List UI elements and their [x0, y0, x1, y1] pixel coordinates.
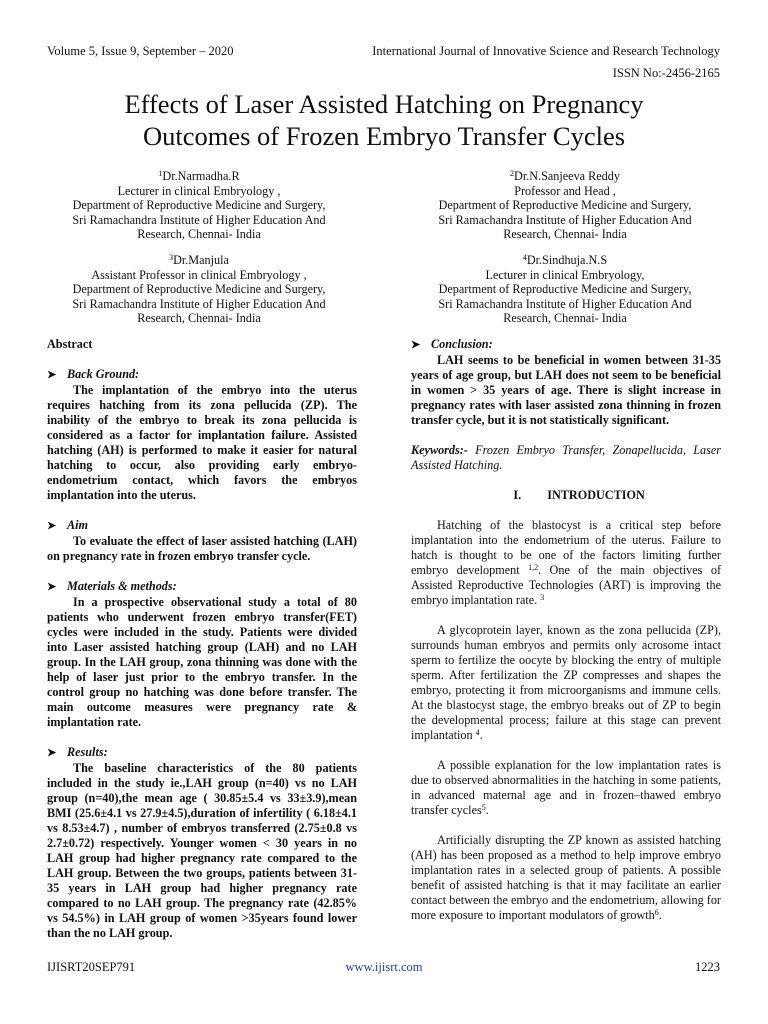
arrow-bullet-icon: ➤ — [411, 339, 421, 351]
intro-paragraph-1: Hatching of the blastocyst is a critical step before implantation into the endometrium of the uterus. Failure to hatch is thought to be one of the factors limiting further embryo development $^{1,2}$. One of the main objectives of Assisted Reproductive Technologies (ART) is improving the embryo implantation rate. $^3$ — [411, 518, 722, 607]
citation: 4 — [475, 728, 480, 737]
arrow-bullet-icon: ➤ — [47, 747, 57, 759]
title-line-1: Effects of Laser Assisted Hatching on Pregnancy — [124, 89, 644, 119]
author-role: Lecturer in clinical Embryology , — [117, 183, 281, 198]
results-text: The baseline characteristics of the 80 patients included in the study ie.,LAH group (n=40) vs no LAH group (n=40),the mean age ( 30.85±5.4 vs 33±3.9),mean BMI (25.6±4.1 vs 27.9±4.5),duration of infertility ( 6.18±4.1 vs 8.53±4.7) , number of embryos transferred (2.75±0.8 vs 2.7±0.72) respectively. Younger women < 30 years in no LAH group had higher pregnancy rate compared to the LAH group. Between the two groups, patients between 31-35 years in LAH group had higher pregnancy rate compared to no LAH group. The pregnancy rate (42.85% vs 54.5%) in LAH group of women >35years found lower than the no LAH group. — [47, 761, 357, 940]
volume-issue: Volume 5, Issue 9, September – 2020 — [47, 44, 234, 58]
keywords-text: Frozen Embryo Transfer, Zonapellucida, Laser Assisted Hatching. — [411, 443, 721, 472]
intro-paragraph-4: Artificially disrupting the ZP known as assisted hatching (AH) has been proposed as a method to help improve embryo implantation rates in a selected group of patients. A possible benefit of assisted hatching is that it may facilitate an earlier contact between the embryo and the endometrium, allowing for more exposure to important modulators of growth$^6$. — [411, 833, 721, 922]
keywords-label: Keywords:- — [411, 443, 468, 457]
background-text: The implantation of the embryo into the uterus requires hatching from its zona pellucida (ZP). The inability of the embryo to break its zona pellucida is considered as a factor for implantation failure. Assisted hatching (AH) is performed to make it easier for natural hatching to occur, also providing early embryo-endometrium contact, which favors the embryos implantation into the uterus. — [47, 383, 357, 502]
author-inst: Sri Ramachandra Institute of Higher Education And — [72, 296, 326, 311]
results-heading: ➤ Results: — [47, 745, 108, 759]
citation: 5 — [481, 803, 486, 812]
author-role: Professor and Head , — [514, 183, 616, 198]
methods-text: In a prospective observational study a total of 80 patients who underwent frozen embryo transfer(FET) cycles were included in the study. Patients were divided into Laser assisted hatching group (LAH) and no LAH group. In the LAH group, zona thinning was done with the help of laser just prior to the embryo transfer. In the control group no hatching was done before transfer. The main outcome measures were pregnancy rate & implantation rate. — [47, 595, 357, 729]
author-name: Dr.Narmadha.R — [162, 169, 240, 183]
left-column — [47, 337, 357, 956]
page-number: 1223 — [695, 960, 720, 974]
arrow-bullet-icon: ➤ — [47, 581, 57, 593]
author-place: Research, Chennai- India — [503, 311, 627, 326]
keywords — [411, 443, 721, 473]
issn: ISSN No:-2456-2165 — [612, 66, 720, 80]
author-3: $^3$Dr.Manjula Assistant Professor in clinical Embryology , Department of Reproductive Medicine and Surgery, Sri Ramachandra Institute of Higher Education And Research, Chennai- India — [40, 253, 358, 326]
citation: 3 — [540, 593, 545, 602]
author-name: Dr.Sindhuja.N.S — [526, 253, 608, 267]
abstract-heading: Abstract — [47, 337, 93, 351]
author-role: Assistant Professor in clinical Embryology , — [91, 267, 307, 282]
author-4: $^4$Dr.Sindhuja.N.S Lecturer in clinical Embryology, Department of Reproductive Medicine and Surgery, Sri Ramachandra Institute of Higher Education And Research, Chennai- India — [406, 253, 724, 326]
author-2: $^2$Dr.N.Sanjeeva Reddy Professor and Head , Department of Reproductive Medicine and Surgery, Sri Ramachandra Institute of Higher Education And Research, Chennai- India — [406, 169, 724, 242]
background-heading: ➤ Back Ground: — [47, 367, 140, 381]
conclusion-heading: ➤ Conclusion: — [411, 337, 493, 351]
journal-name: International Journal of Innovative Science and Research Technology — [372, 44, 720, 58]
author-inst: Sri Ramachandra Institute of Higher Education And — [438, 212, 692, 227]
methods-heading: ➤ Materials & methods: — [47, 579, 177, 593]
arrow-bullet-icon: ➤ — [47, 369, 57, 381]
author-name: Dr.Manjula — [173, 253, 229, 267]
aim-text: To evaluate the effect of laser assisted hatching (LAH) on pregnancy rate in frozen embryo transfer cycle. — [47, 534, 357, 563]
author-dept: Department of Reproductive Medicine and Surgery, — [72, 198, 326, 213]
intro-paragraph-3: A possible explanation for the low implantation rates is due to observed abnormalities in the hatching in some patients, in advanced maternal age and in frozen–thawed embryo transfer cycles$^5$. — [411, 758, 721, 817]
author-dept: Department of Reproductive Medicine and Surgery, — [438, 198, 692, 213]
right-column — [411, 337, 721, 938]
aim-heading: ➤ Aim — [47, 518, 88, 532]
author-inst: Sri Ramachandra Institute of Higher Education And — [72, 212, 326, 227]
introduction-heading: I. INTRODUCTION — [513, 488, 645, 502]
citation: 1,2 — [528, 563, 539, 572]
author-name: Dr.N.Sanjeeva Reddy — [514, 169, 620, 183]
conclusion-text: LAH seems to be beneficial in women between 31-35 years of age group, but LAH does not seem to be beneficial in women > 35 years of age. There is slight increase in pregnancy rates with laser assisted zona thinning in frozen transfer cycle, but it is not statistically significant. — [411, 353, 721, 427]
author-place: Research, Chennai- India — [137, 311, 261, 326]
author-inst: Sri Ramachandra Institute of Higher Education And — [438, 296, 692, 311]
paper-title — [40, 88, 728, 152]
paper-code: IJISRT20SEP791 — [47, 960, 136, 974]
journal-url[interactable]: www.ijisrt.com — [345, 960, 423, 974]
author-place: Research, Chennai- India — [503, 227, 627, 242]
author-role: Lecturer in clinical Embryology, — [485, 267, 645, 282]
title-line-2: Outcomes of Frozen Embryo Transfer Cycles — [142, 121, 626, 151]
author-1: $^1$Dr.Narmadha.R Lecturer in clinical Embryology , Department of Reproductive Medicine and Surgery, Sri Ramachandra Institute of Higher Education And Research, Chennai- India — [40, 169, 358, 242]
author-dept: Department of Reproductive Medicine and Surgery, — [72, 282, 326, 297]
arrow-bullet-icon: ➤ — [47, 520, 57, 532]
citation: 6 — [654, 908, 659, 917]
intro-paragraph-2: A glycoprotein layer, known as the zona pellucida (ZP), surrounds human embryos and permits only acrosome intact sperm to fertilize the oocyte by blocking the entry of multiple sperm. After fertilization the ZP compresses and shapes the embryo, protecting it from microorganisms and immune cells. At the blastocyst stage, the embryo breaks out of ZP to begin the developmental process; failure at this stage can prevent implantation $^4$. — [411, 623, 721, 742]
author-place: Research, Chennai- India — [137, 227, 261, 242]
author-dept: Department of Reproductive Medicine and Surgery, — [438, 282, 692, 297]
